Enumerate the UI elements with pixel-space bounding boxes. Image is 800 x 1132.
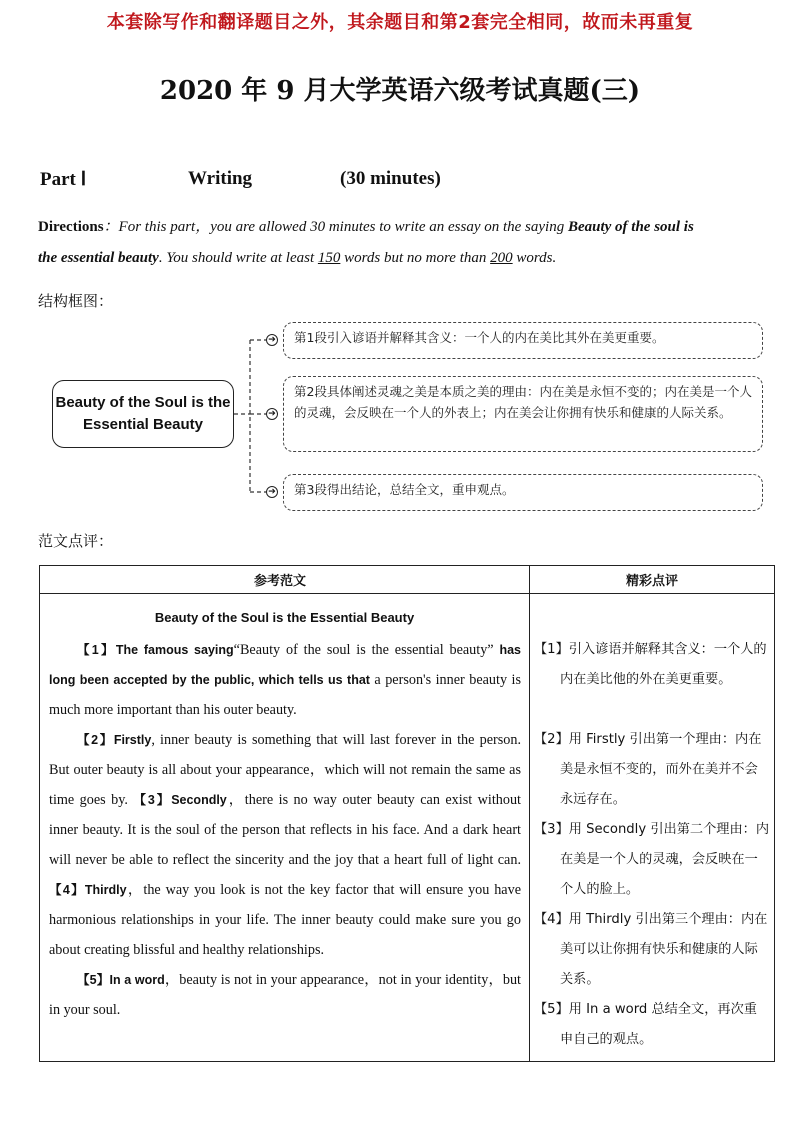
review-label: 范文点评： xyxy=(38,532,114,550)
marker: 【1】 xyxy=(77,643,116,657)
marker: 【4】 xyxy=(49,883,85,897)
marker: 【3】 xyxy=(534,822,569,837)
comment-text: 用 Secondly 引出第二个理由：内在美是一个人的灵魂，会反映在一个人的脸上。 xyxy=(560,822,770,897)
directions-text: . You should write at least xyxy=(158,250,318,266)
arrow-circle-icon: ➔ xyxy=(266,486,278,498)
comment-text: 用 Thirdly 引出第三个理由：内在美可以让你拥有快乐和健康的人际关系。 xyxy=(560,912,768,987)
marker: 【1】 xyxy=(534,642,569,657)
min-words: 150 xyxy=(317,250,341,266)
marker: 【4】 xyxy=(534,912,569,927)
table-header-comments: 精彩点评 xyxy=(626,574,679,589)
marker: 【2】 xyxy=(77,733,114,747)
part-label: Part Ⅰ xyxy=(40,169,87,190)
part-time: (30 minutes) xyxy=(340,168,441,189)
directions-lead: Directions xyxy=(38,219,104,235)
essay-text: ，there is no way outer beauty can exist without inner beauty. It is the soul of the person that reflects in his face. And a dark heart will never be able to reflect the sincerity and the joy that a heart full of light can. xyxy=(49,792,522,868)
essay-paragraph xyxy=(49,635,521,725)
comment-item xyxy=(534,995,770,1055)
diagram-para1: 第1段引入谚语并解释其含义：一个人的内在美比其外在美更重要。 xyxy=(283,322,763,359)
directions-text: words but no more than xyxy=(340,250,491,266)
comment-item xyxy=(534,635,770,725)
notice-banner: 本套除写作和翻译题目之外，其余题目和第2套完全相同，故而未再重复 xyxy=(106,12,694,33)
highlight: Firstly xyxy=(113,733,152,747)
highlight: In a word xyxy=(109,973,165,987)
essay-text: “Beauty of the soul is the essential beauty” xyxy=(233,642,500,658)
marker: 【3】 xyxy=(133,793,172,807)
arrow-circle-icon: ➔ xyxy=(266,334,278,346)
comment-item xyxy=(534,725,770,815)
structure-label: 结构框图： xyxy=(38,292,114,310)
comments-column xyxy=(534,635,770,1055)
highlight: Secondly xyxy=(171,793,227,807)
diagram-center-text: Beauty of the Soul is the Essential Beauty xyxy=(55,394,231,433)
comment-item xyxy=(534,815,770,905)
highlight: has long been accepted by the public, which tells us that xyxy=(49,643,521,687)
diagram-para3: 第3段得出结论，总结全文，重申观点。 xyxy=(283,474,763,511)
essay-text: a person's inner beauty is much more important than his outer beauty. xyxy=(49,672,521,718)
essay-paragraph xyxy=(49,965,521,1025)
essay-text: , inner beauty is something that will last forever in the person. But outer beauty is all about your appearance，which will not remain the same as time goes by. xyxy=(49,732,521,808)
essay-title: Beauty of the Soul is the Essential Beauty xyxy=(154,610,415,625)
max-words: 200 xyxy=(490,250,513,266)
diagram-center-topic xyxy=(52,380,234,448)
essay-topic-cont: the essential beauty xyxy=(38,250,159,266)
essay-table xyxy=(39,565,775,1062)
comment-item xyxy=(534,905,770,995)
essay-text: ，the way you look is not the key factor that will ensure you have harmonious relationships in your life. The inner beauty could make sure you go about creating blissful and healthy relationships. xyxy=(49,882,521,958)
marker: 【2】 xyxy=(534,732,569,747)
diagram-para2: 第2段具体阐述灵魂之美是本质之美的理由：内在美是永恒不变的；内在美是一个人的灵魂，会反映在一个人的外表上；内在美会让你拥有快乐和健康的人际关系。 xyxy=(283,376,763,452)
highlight: The famous saying xyxy=(115,643,234,657)
table-header-essay: 参考范文 xyxy=(254,574,307,589)
highlight: Thirdly xyxy=(84,883,127,897)
table-divider xyxy=(529,566,530,1061)
essay-topic: Beauty of the soul is xyxy=(567,219,694,235)
arrow-circle-icon: ➔ xyxy=(266,408,278,420)
directions-text: ：For this part，you are allowed 30 minutes to write an essay on the saying xyxy=(103,219,568,235)
part-name: Writing xyxy=(188,168,253,189)
table-divider xyxy=(40,593,774,594)
essay-body xyxy=(49,635,521,1025)
essay-text: ，beauty is not in your appearance，not in your identity，but in your soul. xyxy=(49,972,521,1018)
comment-text: 用 Firstly 引出第一个理由：内在美是永恒不变的，而外在美并不会永远存在。 xyxy=(560,732,762,807)
comment-text: 用 In a word 总结全文，再次重申自己的观点。 xyxy=(560,1002,757,1047)
marker: 【5】 xyxy=(77,973,110,987)
directions-text: words. xyxy=(512,250,557,266)
essay-paragraph xyxy=(49,725,521,965)
page-title: 2020 年 9 月大学英语六级考试真题(三) xyxy=(159,76,641,106)
comment-text: 引入谚语并解释其含义：一个人的内在美比他的外在美更重要。 xyxy=(560,642,767,687)
marker: 【5】 xyxy=(534,1002,569,1017)
